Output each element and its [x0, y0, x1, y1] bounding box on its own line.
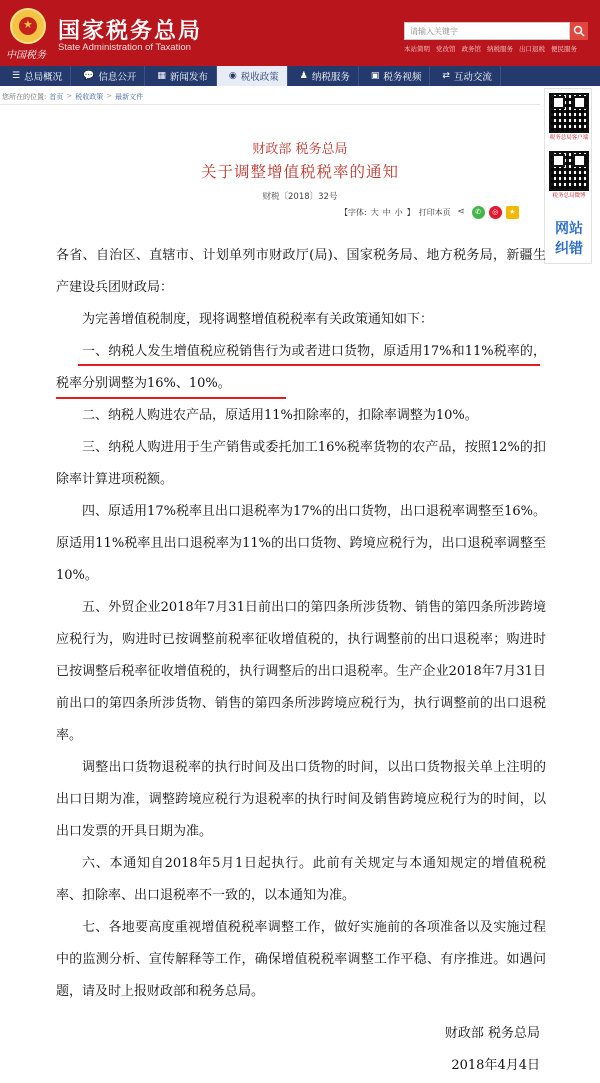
article-body: [56, 240, 546, 1008]
nav-item-interact[interactable]: ⇄ 互动交流: [430, 66, 501, 86]
nav-item-service[interactable]: ♟ 纳税服务: [288, 66, 359, 86]
breadcrumb: 您所在的位置: 首页 > 税收政策 > 最新文件: [2, 92, 144, 101]
site-header: [0, 0, 600, 66]
qr-code-app[interactable]: [549, 93, 589, 133]
site-title[interactable]: 国家税务总局: [58, 19, 203, 44]
share-icon[interactable]: ⋖: [457, 207, 465, 217]
news-icon: ▦: [157, 71, 166, 81]
breadcrumb-latest[interactable]: 最新文件: [115, 93, 144, 101]
nav-item-news[interactable]: ▦ 新闻发布: [145, 66, 217, 86]
document-number: 财税〔2018〕32号: [262, 192, 338, 202]
qr-caption-app: 税务总局客户端: [549, 135, 589, 141]
paragraph: 五、外贸企业2018年7月31日前出口的第四条所涉货物、销售的第四条所涉跨境应税行为，购进时已按调整前税率征收增值税的，执行调整前的出口退税率；购进时已按调整后税率征收增值税的，执行调整后的出口退税率。生产企业2018年7月31日前出口的第四条所涉货物、销售的第四条所涉跨境应税行为，执行调整前的出口退税率。: [56, 600, 546, 743]
china-tax-logo: 中国税务: [6, 50, 46, 61]
search-input[interactable]: 请输入关键字: [404, 22, 570, 40]
font-medium-button[interactable]: 中: [382, 208, 391, 217]
interact-icon: ⇄: [442, 71, 450, 81]
nav-item-tax-policy[interactable]: ◉ 税收政策: [217, 66, 288, 86]
salutation: 各省、自治区、直辖市、计划单列市财政厅(局)、国家税务局、地方税务局，新疆生产建设兵团财政局：: [56, 248, 546, 295]
site-subtitle: State Administration of Taxation: [58, 42, 191, 53]
nav-item-video[interactable]: ▣ 税务视频: [359, 66, 431, 86]
paragraph: 四、原适用17%税率且出口退税率为17%的出口货物，出口退税率调整至16%。原适用11%税率且出口退税率为11%的出口货物、跨境应税行为，出口退税率调整至10%。: [56, 504, 546, 583]
quick-link[interactable]: 纳税服务: [487, 45, 513, 53]
qzone-share-icon[interactable]: ★: [506, 206, 519, 219]
policy-icon: ◉: [228, 71, 237, 81]
quick-links: [404, 44, 594, 53]
chat-icon: 💬: [83, 71, 95, 81]
issuing-authority: 财政部 税务总局: [252, 142, 348, 157]
quick-link[interactable]: 党改馆: [436, 45, 456, 53]
wechat-share-icon[interactable]: ✆: [472, 206, 485, 219]
national-emblem-icon: ★: [10, 8, 46, 44]
document-date: 2018年4月4日: [451, 1058, 540, 1073]
print-button[interactable]: 打印本页: [418, 208, 451, 217]
paragraph: 二、纳税人购进农产品，原适用11%扣除率的，扣除率调整为10%。: [82, 408, 478, 423]
paragraph: 六、本通知自2018年5月1日起执行。此前有关规定与本通知规定的增值税税率、扣除率、出口退税率不一致的，以本通知为准。: [56, 856, 546, 903]
weibo-share-icon[interactable]: ◎: [489, 206, 502, 219]
breadcrumb-tax-policy[interactable]: 税收政策: [75, 93, 104, 101]
paragraph: 为完善增值税制度，现将调整增值税税率有关政策通知如下：: [82, 312, 434, 327]
paragraph: 调整出口货物退税率的执行时间及出口货物的时间，以出口货物报关单上注明的出口日期为准，调整跨境应税行为退税率的执行时间及销售跨境应税行为的时间，以出口发票的开具日期为准。: [56, 760, 546, 839]
paragraph: 三、纳税人购进用于生产销售或委托加工16%税率货物的农产品，按照12%的扣除率计算进项税额。: [56, 440, 546, 487]
breadcrumb-home[interactable]: 首页: [49, 93, 64, 101]
service-icon: ♟: [299, 71, 308, 81]
page-title: 关于调整增值税税率的通知: [200, 163, 399, 181]
quick-link[interactable]: 本站简明: [404, 45, 430, 53]
quick-link[interactable]: 出口退税: [519, 45, 545, 53]
highlight-underline: [78, 364, 540, 366]
nav-item-overview[interactable]: ☰ 总局概况: [0, 66, 71, 86]
search-icon: [573, 25, 585, 37]
nav-item-info[interactable]: 💬 信息公开: [71, 66, 145, 86]
highlight-underline: [56, 397, 286, 399]
paragraph: 七、各地要高度重视增值税税率调整工作，做好实施前的各项准备以及实施过程中的监测分析、宣传解释等工作，确保增值税税率调整工作平稳、有序推进。如遇问题，请及时上报财政部和税务总局。: [56, 920, 546, 999]
site-error-report-link[interactable]: 网站 纠错: [555, 221, 583, 257]
quick-link[interactable]: 便民服务: [551, 45, 577, 53]
list-icon: ☰: [12, 71, 21, 81]
video-icon: ▣: [370, 71, 380, 81]
divider: [0, 104, 540, 105]
main-nav: [0, 66, 600, 86]
search-button[interactable]: [570, 22, 588, 40]
qr-caption-weibo: 税务总局微博: [552, 193, 586, 199]
font-small-button[interactable]: 小: [394, 208, 403, 217]
signature: 财政部 税务总局: [444, 1026, 540, 1041]
font-large-button[interactable]: 大: [370, 208, 379, 217]
quick-link[interactable]: 政务馆: [461, 45, 481, 53]
article-tools: 【字体: 大 中 小 】 打印本页 ⋖ ✆ ◎ ★: [340, 206, 519, 219]
paragraph-highlighted: 一、纳税人发生增值税应税销售行为或者进口货物，原适用17%和11%税率的，税率分别调整为16%、10%。: [56, 344, 546, 391]
